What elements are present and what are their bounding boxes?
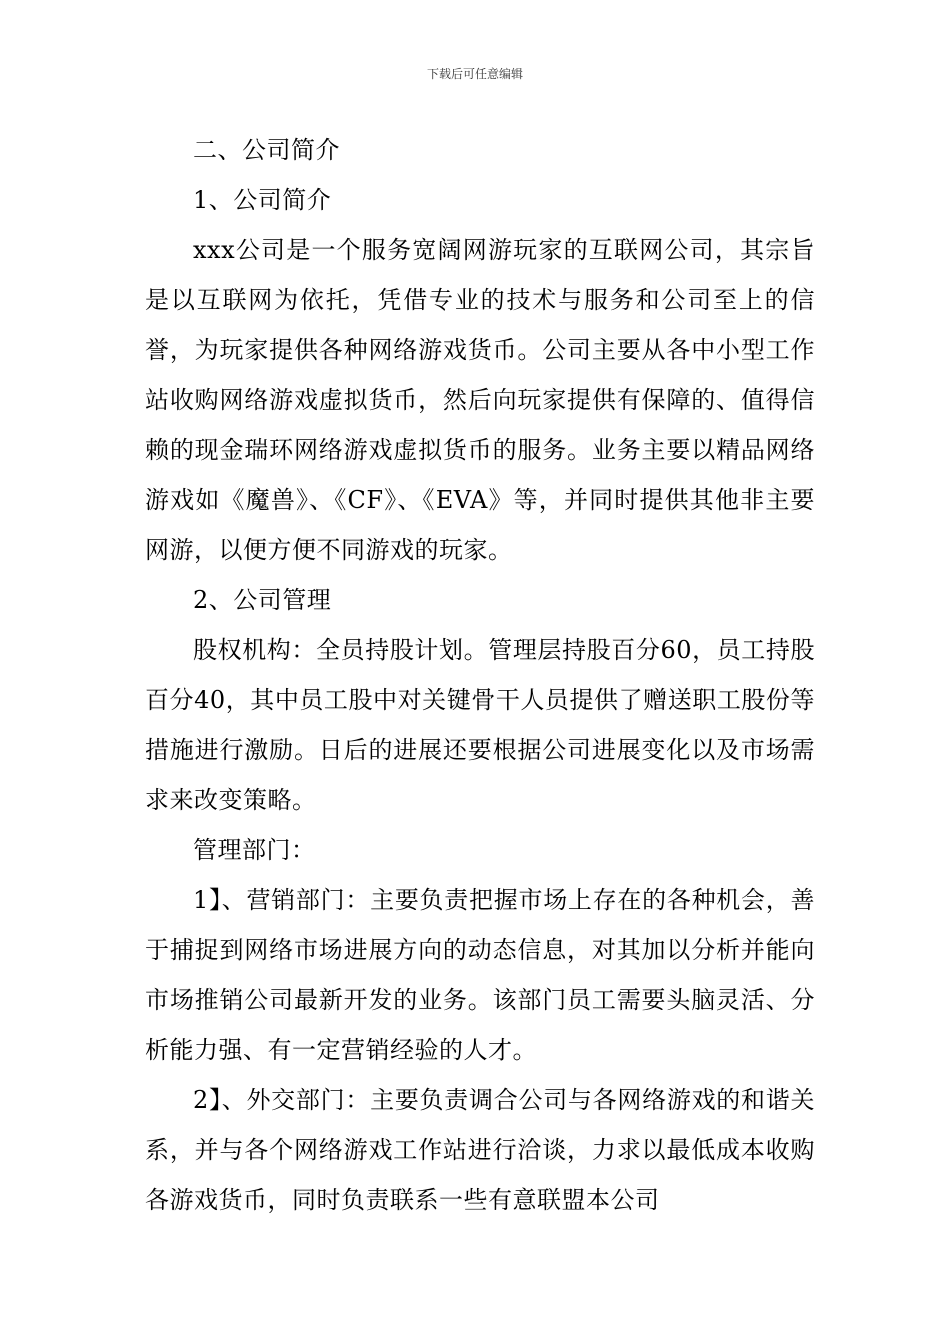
paragraph-departments-label: 管理部门：: [193, 836, 316, 864]
document-body: [145, 125, 815, 1225]
section-heading: 二、公司简介: [193, 136, 340, 164]
page-header: 下载后可任意编辑: [426, 67, 523, 81]
paragraph-company-intro: xxx公司是一个服务宽阔网游玩家的互联网公司，其宗旨是以互联网为依托，凭借专业的技术与服务和公司至上的信誉，为玩家提供各种网络游戏货币。公司主要从各中小型工作站收购网络游戏虚拟货币，然后向玩家提供有保障的、值得信赖的现金瑞环网络游戏虚拟货币的服务。业务主要以精品网络游戏如《魔兽》、《CF》、《EVA》等，并同时提供其他非主要网游，以便方便不同游戏的玩家。: [145, 236, 815, 564]
subsection-heading-management: 2、公司管理: [193, 586, 332, 614]
paragraph-marketing-department: 1】、营销部门：主要负责把握市场上存在的各种机会，善于捕捉到网络市场进展方向的动态信息，对其加以分析并能向市场推销公司最新开发的业务。该部门员工需要头脑灵活、分析能力强、有一定营销经验的人才。: [145, 886, 815, 1064]
paragraph-external-affairs-department: 2】、外交部门：主要负责调合公司与各网络游戏的和谐关系，并与各个网络游戏工作站进行洽谈，力求以最低成本收购各游戏货币，同时负责联系一些有意联盟本公司: [145, 1086, 815, 1214]
subsection-heading-company-intro: 1、公司简介: [193, 186, 332, 214]
paragraph-equity-structure: 股权机构：全员持股计划。管理层持股百分60，员工持股百分40，其中员工股中对关键骨干人员提供了赠送职工股份等措施进行激励。日后的进展还要根据公司进展变化以及市场需求来改变策略。: [145, 636, 815, 814]
